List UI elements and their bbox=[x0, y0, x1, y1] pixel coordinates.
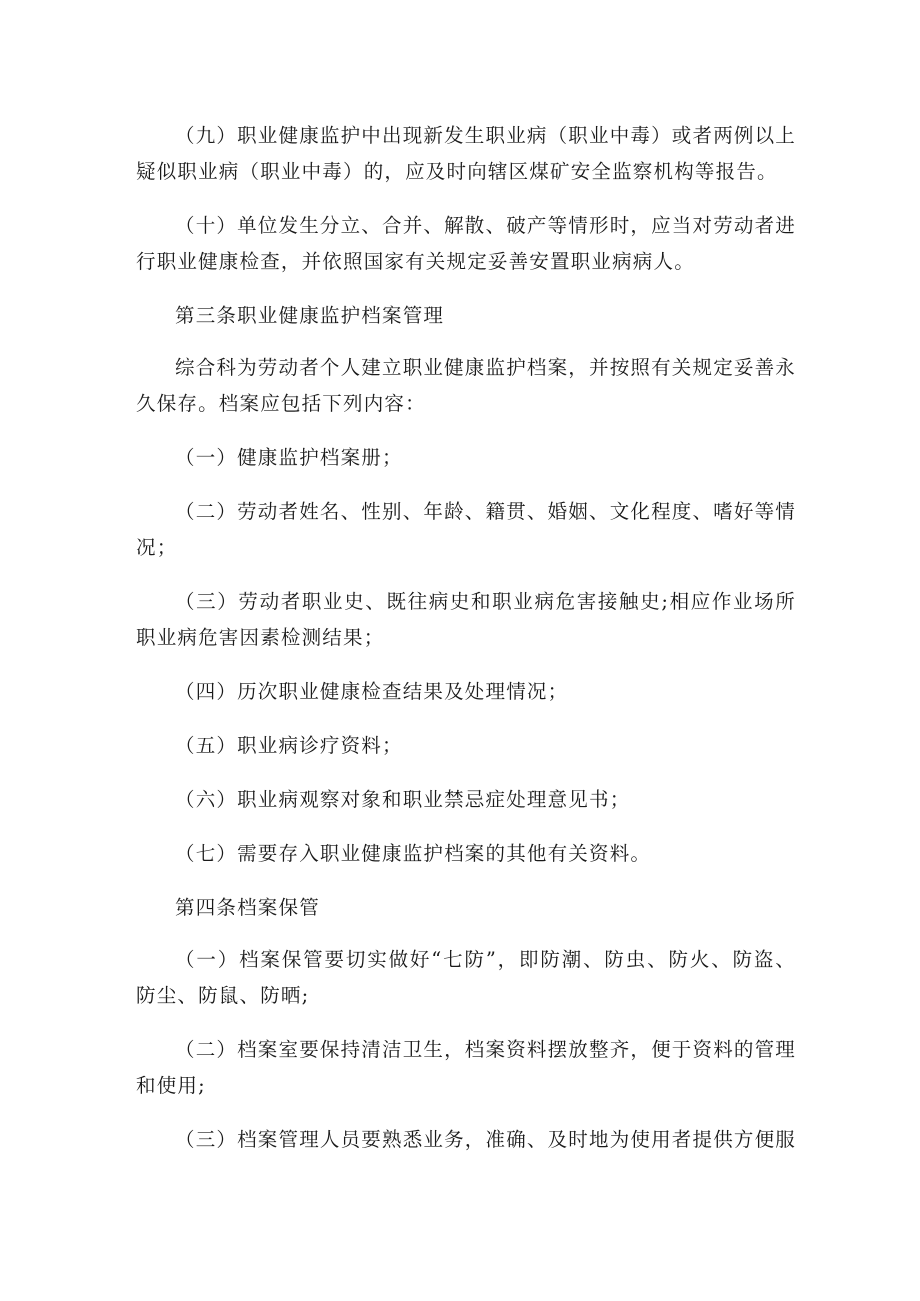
section-heading-article-4: 第四条档案保管 bbox=[175, 896, 320, 919]
paragraph-item-10: （十）单位发生分立、合并、解散、破产等情形时，应当对劳动者进行职业健康检查，并依照国家有关规定妥善安置职业病病人。 bbox=[136, 214, 797, 273]
paragraph-archive-intro: 综合科为劳动者个人建立职业健康监护档案，并按照有关规定妥善永久保存。档案应包括下列内容： bbox=[136, 356, 797, 415]
list-item-3: （三）劳动者职业史、既往病史和职业病危害接触史;相应作业场所职业病危害因素检测结果； bbox=[136, 590, 796, 649]
section-heading-article-3: 第三条职业健康监护档案管理 bbox=[175, 304, 445, 327]
storage-item-1: （一）档案保管要切实做好“七防”，即防潮、防虫、防火、防盗、防尘、防鼠、防晒; bbox=[136, 948, 796, 1007]
list-item-2: （二）劳动者姓名、性别、年龄、籍贯、婚姻、文化程度、嗜好等情况； bbox=[136, 500, 797, 559]
list-item-1: （一）健康监护档案册； bbox=[175, 446, 403, 469]
list-item-5: （五）职业病诊疗资料； bbox=[175, 734, 403, 757]
list-item-4: （四）历次职业健康检查结果及处理情况； bbox=[175, 680, 569, 703]
storage-item-2: （二）档案室要保持清洁卫生，档案资料摆放整齐，便于资料的管理和使用; bbox=[136, 1038, 797, 1097]
document-body bbox=[136, 118, 796, 1176]
list-item-6: （六）职业病观察对象和职业禁忌症处理意见书； bbox=[175, 788, 631, 811]
paragraph-item-9: （九）职业健康监护中出现新发生职业病（职业中毒）或者两例以上疑似职业病（职业中毒）的，应及时向辖区煤矿安全监察机构等报告。 bbox=[136, 124, 797, 183]
storage-item-3: （三）档案管理人员要熟悉业务，准确、及时地为使用者提供方便服 bbox=[175, 1128, 797, 1151]
list-item-7: （七）需要存入职业健康监护档案的其他有关资料。 bbox=[175, 842, 652, 865]
